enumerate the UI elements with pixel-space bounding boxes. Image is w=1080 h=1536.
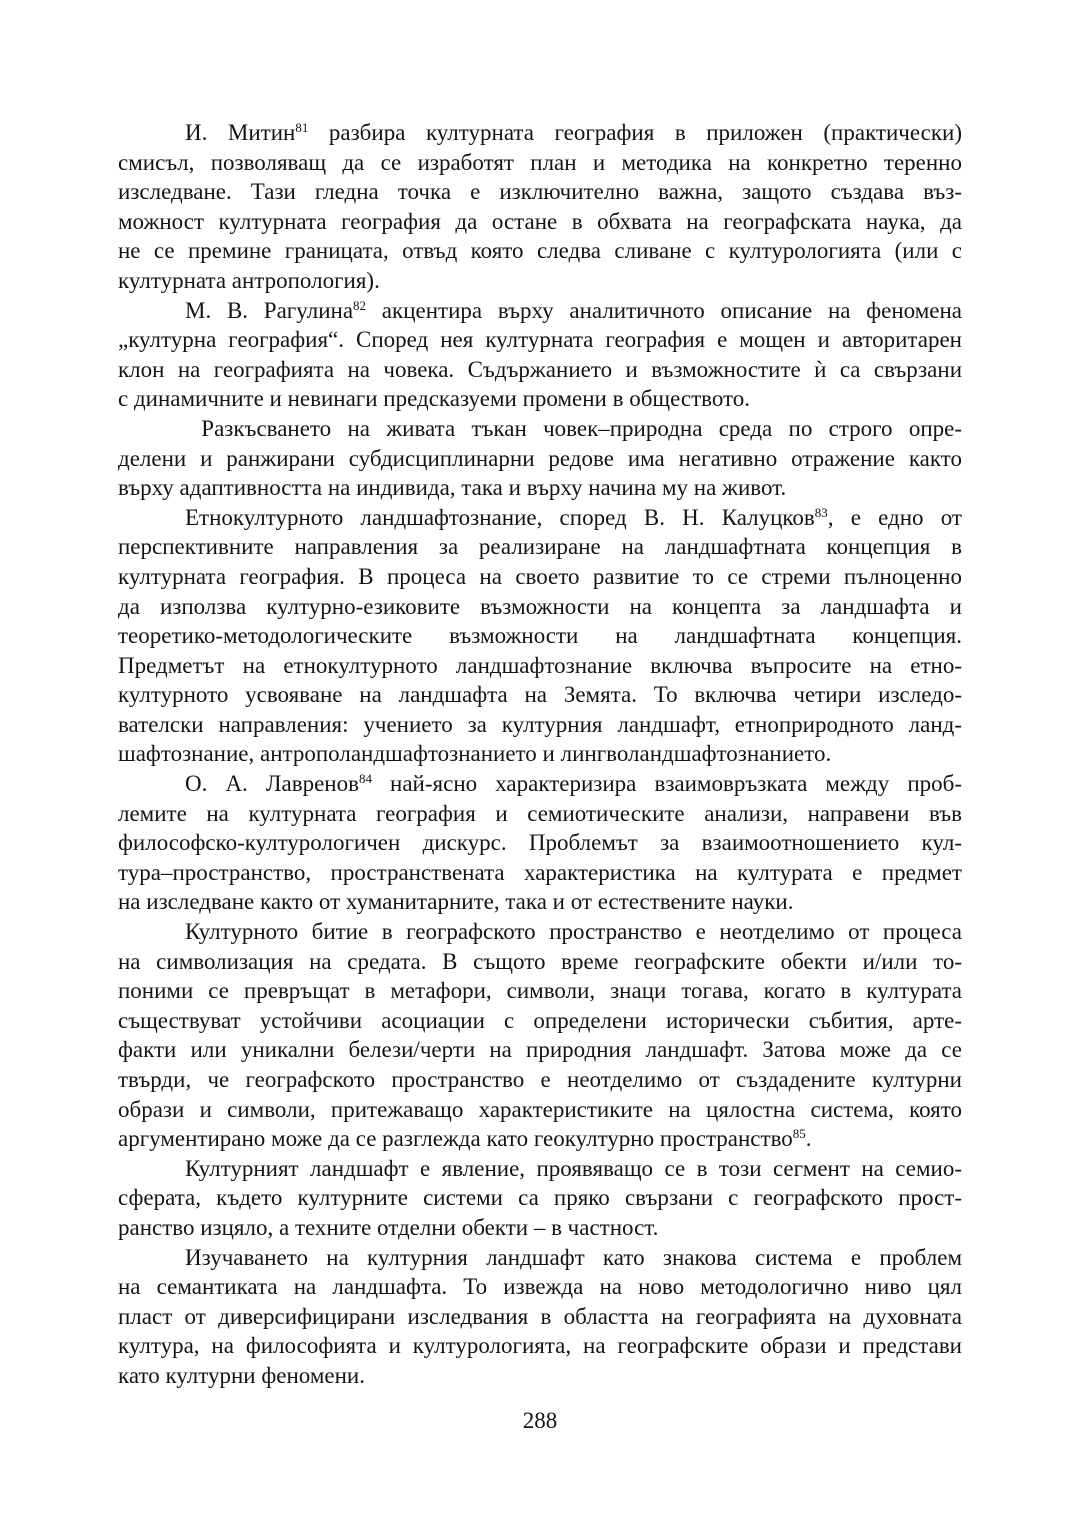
text-line xyxy=(118,739,962,769)
text-line xyxy=(118,592,962,622)
text-line xyxy=(118,858,962,888)
text-line xyxy=(118,207,962,237)
text-segment: акцентира върху аналитичното описание на феномена xyxy=(366,297,962,323)
text-line-content: смисъл, позволяващ да се изработят план и методика на конкретно теренно xyxy=(118,149,962,175)
text-line xyxy=(118,236,962,266)
text-line-content: факти или уникални белези/черти на природния ландшафт. Затова може да се xyxy=(118,1037,962,1063)
text-line xyxy=(185,118,962,148)
text-line-content: изследване. Тази гледна точка е изключително важна, защото създава въз- xyxy=(118,179,962,205)
text-segment: М. В. Рагулина xyxy=(185,297,354,323)
text-column xyxy=(118,118,962,1391)
text-line-content: Предметът на етнокултурното ландшафтознание включва въпросите на етно- xyxy=(118,652,962,678)
text-segment: О. А. Лавренов xyxy=(185,771,359,797)
text-segment: И. Митин xyxy=(185,120,296,145)
text-line xyxy=(118,887,962,917)
text-line xyxy=(118,1124,962,1154)
paragraph xyxy=(118,1154,962,1243)
text-line xyxy=(118,384,962,414)
text-line-content: делени и ранжирани субдисциплинарни редове има негативно отражение както xyxy=(118,445,962,471)
text-line-content: твърди, че географското пространство е неотделимо от създадените културни xyxy=(118,1067,962,1092)
text-line-content: върху адаптивността на индивида, така и върху начина му на живот. xyxy=(118,475,787,501)
text-line xyxy=(118,532,962,562)
text-line-content: образи и символи, притежаващо характеристиките на цялостна система, която xyxy=(118,1096,962,1122)
text-line xyxy=(118,710,962,740)
text-line-content: съществуват устойчиви асоциации с определени исторически събития, арте- xyxy=(118,1007,962,1033)
text-line-content: Изучаването на културния ландшафт като знакова система е проблем xyxy=(185,1244,962,1270)
text-line-content: културната антропология). xyxy=(118,267,380,293)
text-line xyxy=(185,414,962,444)
text-line xyxy=(118,1183,962,1213)
paragraph xyxy=(118,118,962,296)
paragraph xyxy=(118,503,962,769)
text-line-content: на символизация на средата. В същото време географските обекти и/или то- xyxy=(118,948,962,974)
text-segment: разбира културната география в приложен (практически) xyxy=(308,120,963,145)
text-line xyxy=(118,266,962,296)
text-line-content: на семантиката на ландшафта. То извежда на ново методологично ниво цял xyxy=(118,1274,962,1300)
text-line xyxy=(118,1035,962,1065)
text-line-content: философско-културологичен дискурс. Проблемът за взаимоотношението кул- xyxy=(118,830,962,856)
text-line-content: да използва културно-езиковите възможности на концепта за ландшафта и xyxy=(118,593,962,619)
text-line-content: не се премине границата, отвъд която следва сливане с културологията (или с xyxy=(118,238,962,264)
text-line-content: лемите на културната география и семиотическите анализи, направени във xyxy=(118,800,962,826)
text-line xyxy=(118,976,962,1006)
paragraph xyxy=(118,414,962,503)
text-line xyxy=(185,1154,962,1184)
text-line xyxy=(118,1065,962,1095)
text-line-content xyxy=(185,505,962,530)
text-line xyxy=(118,651,962,681)
text-line xyxy=(118,1213,962,1243)
text-line-content: перспективните направления за реализиране на ландшафтната концепция в xyxy=(118,534,962,560)
text-line xyxy=(118,1095,962,1125)
text-line-content: пласт от диверсифицирани изследвания в областта на географията на духовната xyxy=(118,1303,962,1329)
text-line-content: можност културната география да остане в обхвата на географската наука, да xyxy=(118,208,962,234)
text-line xyxy=(185,769,962,799)
text-line-content: ранство изцяло, а техните отделни обекти – в частност. xyxy=(118,1214,659,1240)
text-line-content xyxy=(118,1126,812,1151)
text-line-content xyxy=(185,771,962,796)
text-line xyxy=(118,1361,962,1391)
text-line-content: културната география. В процеса на своето развитие то се стреми пълноценно xyxy=(118,563,962,589)
text-line-content: поними се превръщат в метафори, символи, знаци тогава, когато в културата xyxy=(118,978,962,1004)
text-segment: аргументирано може да се разглежда като геокултурно пространство xyxy=(118,1126,793,1152)
text-line-content: като културни феномени. xyxy=(118,1362,365,1388)
text-line xyxy=(118,1331,962,1361)
text-line-content: клон на географията на човека. Съдържанието и възможностите ѝ са свързани xyxy=(118,356,962,382)
text-line-content: на изследване както от хуманитарните, така и от естествените науки. xyxy=(118,889,794,915)
text-line xyxy=(118,1006,962,1036)
text-segment: най-ясно характеризира взаимовръзката между проб- xyxy=(371,771,962,797)
text-line xyxy=(118,177,962,207)
paragraph xyxy=(118,917,962,1154)
text-segment: , е едно от xyxy=(827,504,962,530)
text-line-content: култура, на философията и културологията, на географските образи и представи xyxy=(118,1333,962,1359)
text-line xyxy=(185,1243,962,1273)
footnote-ref: 81 xyxy=(295,120,309,135)
paragraph xyxy=(118,769,962,917)
text-line xyxy=(118,355,962,385)
paragraph xyxy=(118,296,962,414)
text-line-content: Културният ландшафт е явление, проявяващо се в този сегмент на семио- xyxy=(185,1155,962,1181)
text-line xyxy=(118,473,962,503)
text-line xyxy=(118,1302,962,1332)
text-line xyxy=(118,325,962,355)
text-line xyxy=(118,148,962,178)
text-line-content: с динамичните и невинаги предсказуеми промени в обществото. xyxy=(118,386,751,412)
text-line-content: Разкъсването на живата тъкан човек–природна среда по строго опре- xyxy=(185,415,962,441)
text-line xyxy=(118,444,962,474)
text-line-content xyxy=(185,120,962,145)
text-line xyxy=(185,917,962,947)
footnote-ref: 84 xyxy=(358,771,372,787)
text-line xyxy=(118,621,962,651)
text-line-content: Културното битие в географското пространство е неотделимо от процеса xyxy=(185,919,962,945)
footnote-ref: 83 xyxy=(814,504,828,520)
text-line-content: тура–пространство, пространствената характеристика на културата е предмет xyxy=(118,859,962,885)
page-number: 288 xyxy=(522,1408,558,1433)
text-line-content: сферата, където културните системи са пряко свързани с географското прост- xyxy=(118,1185,962,1211)
text-line-content: шафтознание, антрополандшафтознанието и лингволандшафтознанието. xyxy=(118,741,832,767)
footnote-ref: 85 xyxy=(792,1126,806,1142)
paragraph xyxy=(118,1243,962,1391)
text-segment: Етнокултурното ландшафтознание, според В. Н. Калуцков xyxy=(185,504,815,530)
text-line-content: „културна география“. Според нея културната география е мощен и авторитарен xyxy=(118,327,962,353)
text-line xyxy=(118,1272,962,1302)
text-line xyxy=(118,828,962,858)
text-line-content: теоретико-методологическите възможности на ландшафтната концепция. xyxy=(118,623,962,649)
text-line xyxy=(118,562,962,592)
text-line-content xyxy=(185,298,962,323)
text-line xyxy=(118,947,962,977)
text-line xyxy=(118,799,962,829)
text-line-content: вателски направления: учението за културния ландшафт, етноприродното ланд- xyxy=(118,711,962,737)
text-line xyxy=(185,503,962,533)
text-line xyxy=(118,680,962,710)
footnote-ref: 82 xyxy=(353,297,367,313)
text-line xyxy=(185,296,962,326)
text-segment: . xyxy=(805,1126,812,1152)
text-line-content: културното усвояване на ландшафта на Земята. То включва четири изследо- xyxy=(118,682,962,708)
